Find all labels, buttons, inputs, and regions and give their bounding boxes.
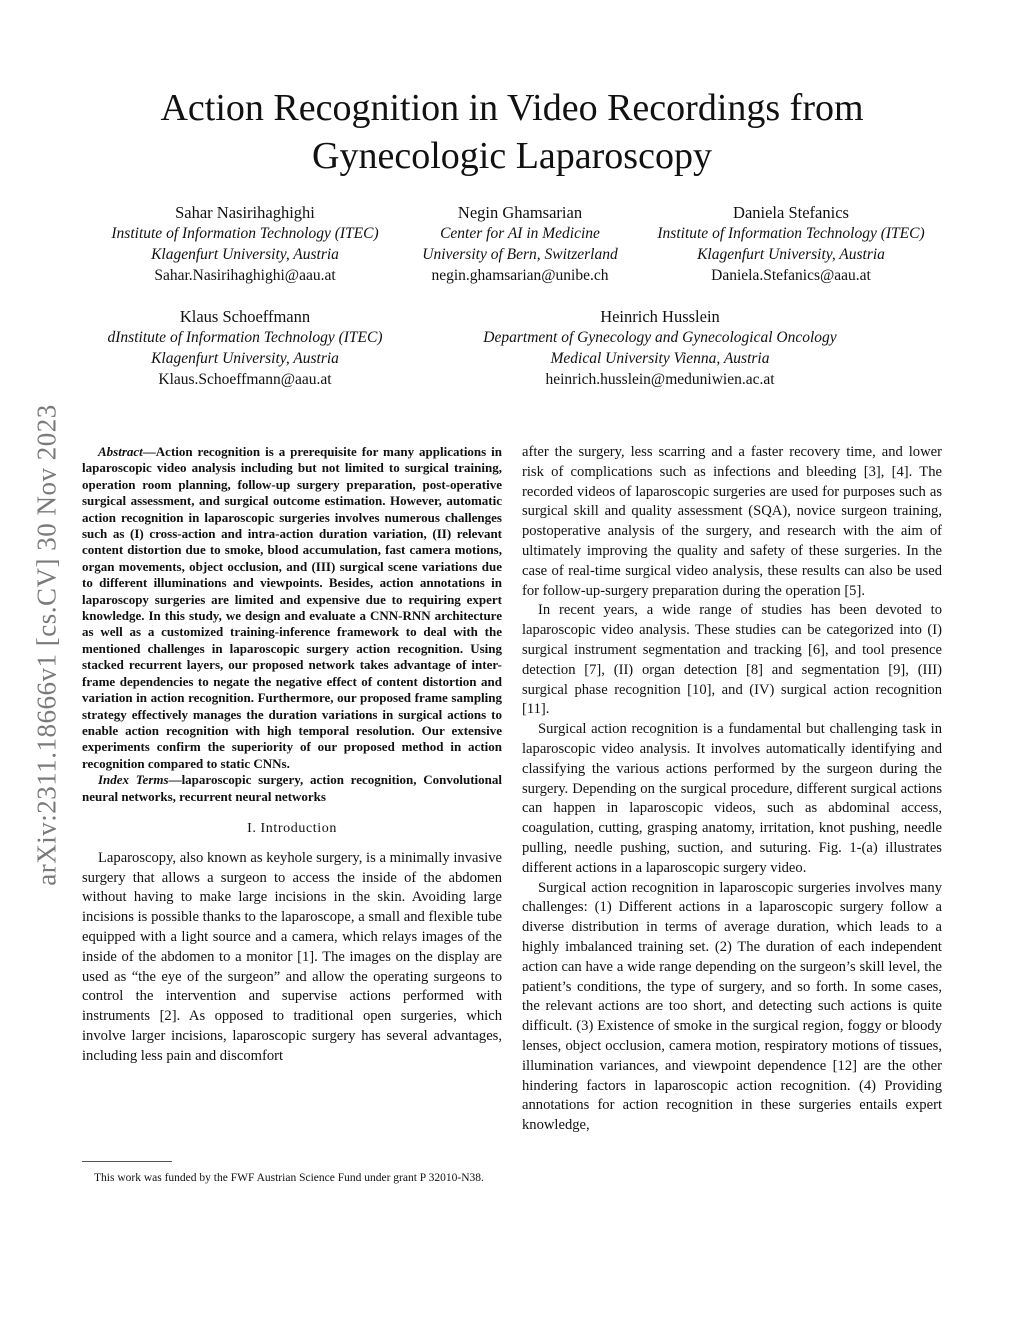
arxiv-side-stamp (22, 345, 72, 945)
left-column (82, 444, 502, 1067)
abstract-label: Abstract (98, 444, 143, 459)
author-email: heinrich.husslein@meduniwien.ac.at (545, 371, 775, 388)
author-block-1 (90, 202, 400, 286)
author-block-4 (80, 306, 410, 390)
index-terms-label: Index Terms (98, 772, 169, 788)
author-block-3 (636, 202, 946, 286)
footnote (82, 1171, 502, 1186)
author-email: Sahar.Nasirihaghighi@aau.at (154, 267, 336, 284)
author-name: Sahar Nasirihaghighi (175, 203, 315, 222)
author-name: Daniela Stefanics (733, 203, 849, 222)
section-heading: I. Introduction (247, 820, 337, 836)
body-paragraph: Surgical action recognition is a fundamental but challenging task in laparoscopic video analysis. It involves automatically identifying and classifying the various actions performed by the surgeon during the surgery. Depending on the surgical procedure, different surgical actions can happen in laparoscopic videos, such as abdominal access, coagulation, cutting, grasping anatomy, irritation, knot pushing, needle pulling, needle pushing, suction, and suturing. Fig. 1-(a) illustrates different actions in a laparoscopic surgery video. (522, 721, 942, 876)
index-terms-text: —laparoscopic surgery, action recognition, Convolutional neural networks, recurrent neural networks (82, 772, 502, 804)
author-affiliation: Center for AI in Medicine (440, 225, 600, 242)
author-block-2 (400, 202, 640, 286)
right-column (522, 443, 942, 1136)
paper-title: Action Recognition in Video Recordings from Gynecologic Laparoscopy (160, 87, 864, 177)
author-email: negin.ghamsarian@unibe.ch (431, 267, 609, 284)
body-paragraph: after the surgery, less scarring and a faster recovery time, and lower risk of complications such as infections and bleeding [3], [4]. The recorded videos of laparoscopic surgeries are used for purposes such as surgical skill and quality assessment (SQA), novice surgeon training, postoperative analysis of the surgery, and research with the aim of ultimately improving the quality and safety of these surgeries. In the case of real-time surgical video analysis, these results can also be used for follow-up-surgery preparation during the operation [5]. (522, 444, 942, 599)
abstract-text: —Action recognition is a prerequisite for many applications in laparoscopic video analysis including but not limited to surgical training, operation room planning, follow-up surgery preparation, post-operative surgical assessment, and surgical outcome estimation. However, automatic action recognition in laparoscopic surgeries involves numerous challenges such as (I) cross-action and intra-action duration variation, (II) relevant content distortion due to smoke, blood accumulation, fast camera motions, organ movements, object occlusion, and (III) surgical scene variations due to different illuminations and viewpoints. Besides, action annotations in laparoscopy surgeries are limited and expensive due to requiring expert knowledge. In this study, we design and evaluate a CNN-RNN architecture as well as a customized training-inference framework to deal with the mentioned challenges in laparoscopic surgery action recognition. Using stacked recurrent layers, our proposed network takes advantage of inter-frame dependencies to negate the negative effect of content distortion and variation in action recognition. Furthermore, our proposed frame sampling strategy effectively manages the duration variations in surgical actions to enable action recognition with high temporal resolution. Our extensive experiments confirm the superiority of our proposed method in action recognition compared to static CNNs. (82, 444, 502, 771)
author-email: Daniela.Stefanics@aau.at (711, 267, 871, 284)
author-name: Klaus Schoeffmann (179, 307, 311, 326)
author-block-5 (440, 306, 880, 390)
author-affiliation: Department of Gynecology and Gynecological Oncology (483, 329, 837, 346)
author-affiliation: Klagenfurt University, Austria (151, 350, 339, 367)
author-affiliation: Klagenfurt University, Austria (697, 246, 885, 263)
author-affiliation: Klagenfurt University, Austria (151, 246, 339, 263)
author-email: Klaus.Schoeffmann@aau.at (158, 371, 332, 388)
body-paragraph: In recent years, a wide range of studies has been devoted to laparoscopic video analysis. These studies can be categorized into (I) surgical instrument segmentation and tracking [6], and tool presence detection [7], (II) organ detection [8] and segmentation [9], (III) surgical phase recognition [10], and (IV) surgical action recognition [11]. (522, 602, 942, 718)
author-affiliation: Institute of Information Technology (ITEC) (111, 225, 379, 242)
body-paragraph: Laparoscopy, also known as keyhole surgery, is a minimally invasive surgery that allows a surgeon to access the inside of the abdomen without having to make large incisions in the skin. Avoiding large incisions is possible thanks to the laparoscope, a small and flexible tube equipped with a light source and a camera, which relays images of the inside of the abdomen to a monitor [1]. The images on the display are used as “the eye of the surgeon” and allow the operating surgeons to control the intervention and supervise actions performed with instruments [2]. As opposed to traditional open surgeries, which involve larger incisions, laparoscopic surgery has several advantages, including less pain and discomfort (82, 849, 502, 1064)
author-affiliation: University of Bern, Switzerland (422, 246, 618, 263)
arxiv-identifier: arXiv:2311.18666v1 [cs.CV] 30 Nov 2023 (31, 404, 62, 886)
index-terms (82, 772, 502, 805)
abstract (82, 444, 502, 772)
author-affiliation: Institute of Information Technology (ITEC) (657, 225, 925, 242)
footnote-rule (82, 1161, 172, 1162)
footnote-text: This work was funded by the FWF Austrian Science Fund under grant P 32010-N38. (94, 1172, 484, 1184)
body-paragraph: Surgical action recognition in laparoscopic surgeries involves many challenges: (1) Different actions in a laparoscopic surgery follow a diverse distribution in terms of average duration, which leads to a highly imbalanced training set. (2) The duration of each independent action can have a wide range depending on the surgeon’s skill level, the patient’s conditions, the type of surgery, and so forth. In some cases, the relevant actions are too short, and detecting such actions is quite difficult. (3) Existence of smoke in the surgical region, foggy or bloody lenses, object occlusion, camera motion, respiratory motions of tissues, illumination variances, and viewpoint dependence [12] are the other hindering factors in laparoscopic action recognition. (4) Providing annotations for action recognition in these surgeries entails expert knowledge, (522, 879, 942, 1134)
author-name: Heinrich Husslein (600, 307, 720, 326)
author-affiliation: Medical University Vienna, Austria (550, 350, 770, 367)
author-name: Negin Ghamsarian (457, 203, 583, 222)
author-affiliation: dInstitute of Information Technology (ITEC) (107, 329, 383, 346)
